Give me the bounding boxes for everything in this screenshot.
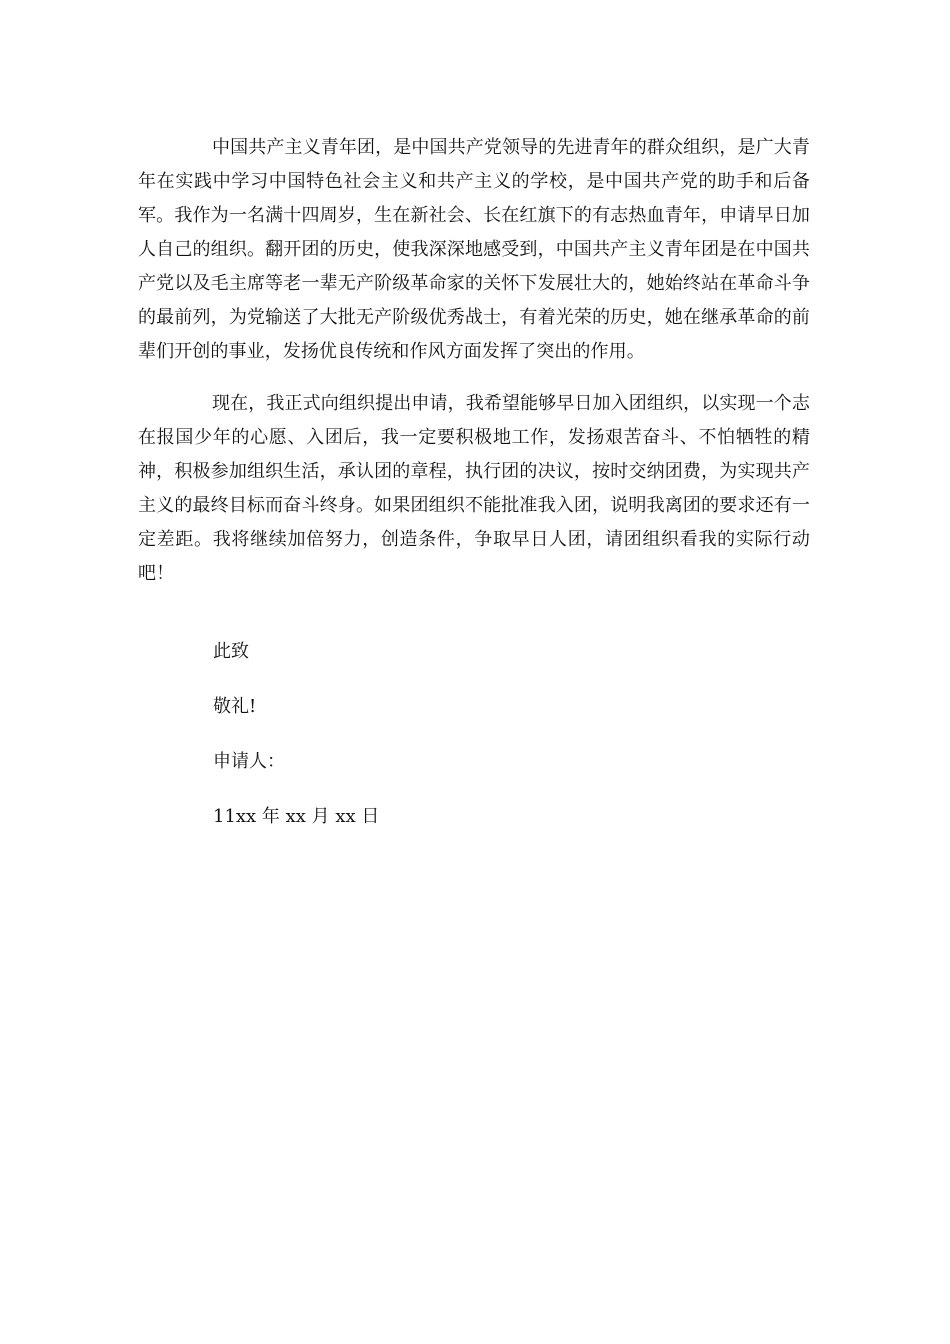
- closing-to: 此致: [213, 641, 249, 662]
- paragraph-application: 现在，我正式向组织提出申请，我希望能够早日加入团组织，以实现一个志在报国少年的心愿、入团后，我一定要积极地工作，发扬艰苦奋斗、不怕牺牲的精神，积极参加组织生活，承认团的章程，执行团的决议，按时交纳团费，为实现共产主义的最终目标而奋斗终身。如果团组织不能批准我入团，说明我离团的要求还有一定差距。我将继续加倍努力，创造条件，争取早日人团，请团组织看我的实际行动吧！: [138, 393, 810, 584]
- letter-body: [138, 131, 810, 591]
- paragraph-intro: 中国共产主义青年团，是中国共产党领导的先进青年的群众组织，是广大青年在实践中学习中国特色社会主义和共产主义的学校，是中国共产党的助手和后备军。我作为一名满十四周岁，生在新社会、长在红旗下的有志热血青年，申请早日加人自己的组织。翻开团的历史，使我深深地感受到，中国共产主义青年团是在中国共产党以及毛主席等老一辈无产阶级革命家的关怀下发展壮大的，她始终站在革命斗争的最前列，为党输送了大批无产阶级优秀战士，有着光荣的历史，她在继承革命的前辈们开创的事业，发扬优良传统和作风方面发挥了突出的作用。: [138, 137, 810, 362]
- applicant-label: 申请人：: [213, 751, 285, 772]
- letter-date: 11xx 年 xx 月 xx 日: [213, 806, 380, 827]
- closing-salute: 敬礼!: [213, 696, 257, 717]
